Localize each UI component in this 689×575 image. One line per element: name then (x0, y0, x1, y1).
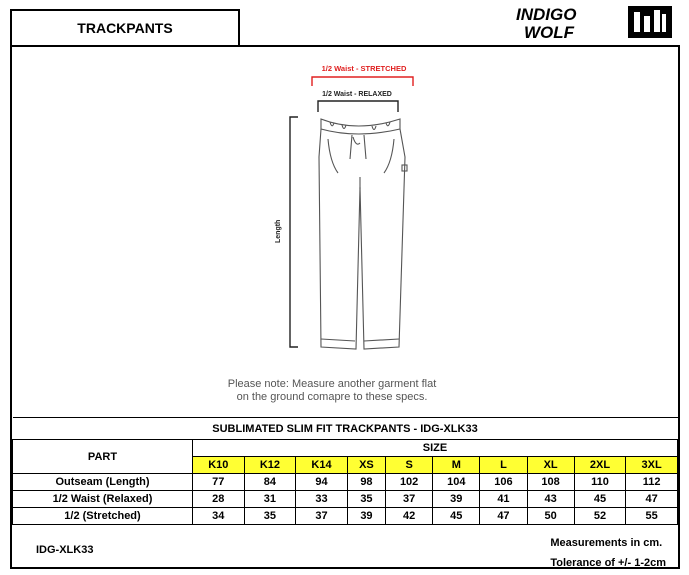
table-cell: 110 (574, 474, 626, 491)
size-chart-table (12, 417, 678, 525)
stretched-waist-label: 1/2 Waist - STRETCHED (321, 64, 407, 73)
table-row (13, 491, 678, 508)
size-cell: S (386, 457, 433, 474)
table-cell: 45 (433, 508, 480, 525)
size-cell: XL (527, 457, 574, 474)
note-line-1: Please note: Measure another garment flat (227, 378, 437, 390)
table-cell: 112 (626, 474, 678, 491)
table-cell: 52 (574, 508, 626, 525)
size-cell: 3XL (626, 457, 678, 474)
indigo-wolf-logo (516, 4, 676, 40)
size-header: SIZE (193, 440, 678, 457)
measurement-footnote (550, 533, 666, 573)
table-cell: 33 (296, 491, 348, 508)
tolerance-note: Tolerance of +/- 1-2cm (550, 557, 666, 569)
trackpants-outline-icon (319, 119, 407, 349)
table-cell: 41 (480, 491, 527, 508)
spec-sheet-frame (10, 45, 680, 569)
size-cell: K10 (193, 457, 245, 474)
units-note: Measurements in cm. (550, 537, 663, 549)
relaxed-waist-bracket (318, 101, 398, 112)
table-cell: 77 (193, 474, 245, 491)
note-line-2: on the ground comapre to these specs. (236, 391, 428, 403)
length-label: Length (275, 219, 282, 243)
length-bracket (290, 117, 298, 347)
table-row (13, 474, 678, 491)
table-cell: 50 (527, 508, 574, 525)
logo-line2: WOLF (524, 23, 575, 40)
logo-line1: INDIGO (516, 5, 577, 24)
table-cell: 98 (347, 474, 385, 491)
table-cell: 31 (244, 491, 296, 508)
title-text: TRACKPANTS (77, 20, 173, 36)
table-cell: 34 (193, 508, 245, 525)
row-label: 1/2 (Stretched) (13, 508, 193, 525)
size-cell: L (480, 457, 527, 474)
table-cell: 43 (527, 491, 574, 508)
size-cell: XS (347, 457, 385, 474)
product-code: IDG-XLK33 (36, 544, 94, 556)
table-title-row (13, 418, 678, 440)
table-row (13, 508, 678, 525)
table-cell: 45 (574, 491, 626, 508)
table-cell: 39 (347, 508, 385, 525)
measurement-note (12, 378, 678, 404)
table-title: SUBLIMATED SLIM FIT TRACKPANTS - IDG-XLK33 (13, 418, 678, 440)
table-cell: 106 (480, 474, 527, 491)
size-cell: 2XL (574, 457, 626, 474)
size-header-row (13, 440, 678, 457)
part-header: PART (13, 440, 193, 474)
size-cell: K14 (296, 457, 348, 474)
trackpants-diagram (12, 47, 678, 416)
row-label: Outseam (Length) (13, 474, 193, 491)
stretched-waist-bracket (312, 77, 413, 86)
table-cell: 28 (193, 491, 245, 508)
table-cell: 37 (386, 491, 433, 508)
size-cell: M (433, 457, 480, 474)
row-label: 1/2 Waist (Relaxed) (13, 491, 193, 508)
page-title (10, 9, 240, 47)
table-cell: 39 (433, 491, 480, 508)
table-cell: 84 (244, 474, 296, 491)
table-cell: 104 (433, 474, 480, 491)
size-cell: K12 (244, 457, 296, 474)
table-cell: 47 (626, 491, 678, 508)
table-cell: 94 (296, 474, 348, 491)
relaxed-waist-label: 1/2 Waist - RELAXED (322, 91, 392, 98)
table-cell: 108 (527, 474, 574, 491)
table-cell: 55 (626, 508, 678, 525)
table-cell: 35 (347, 491, 385, 508)
table-cell: 102 (386, 474, 433, 491)
table-cell: 37 (296, 508, 348, 525)
table-cell: 47 (480, 508, 527, 525)
table-cell: 42 (386, 508, 433, 525)
table-cell: 35 (244, 508, 296, 525)
